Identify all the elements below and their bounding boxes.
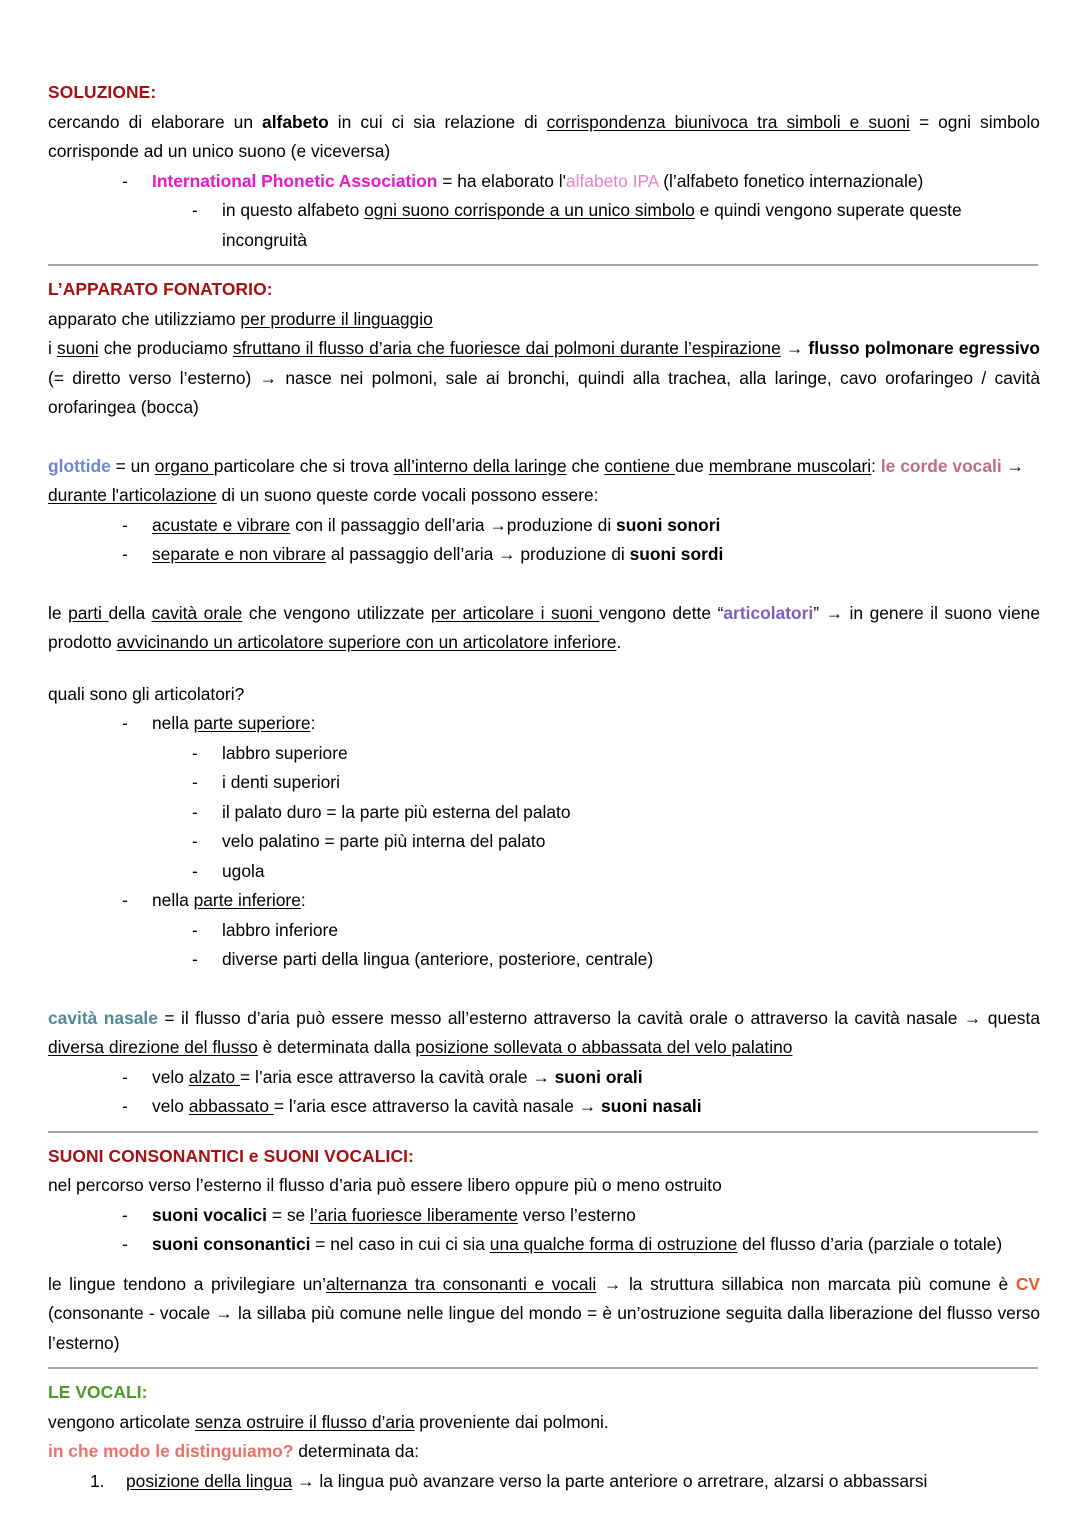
underline-abbassato: abbassato — [188, 1096, 274, 1116]
section-soluzione — [48, 78, 1040, 255]
text-run: vengono articolate — [48, 1411, 195, 1432]
vertical-gap — [48, 975, 1040, 1004]
suoni-intro: nel percorso verso l’esterno il flusso d’aria può essere libero oppure più o meno ostruito — [48, 1175, 722, 1195]
underline-suoni: suoni — [57, 338, 99, 358]
vertical-gap — [48, 658, 1040, 680]
emph-suoni-consonantici: suoni consonantici — [152, 1234, 311, 1254]
list-item — [90, 1092, 1040, 1122]
glottide-bullet-list — [48, 511, 1040, 570]
emph-flusso-polmonare: flusso polmonare egressivo — [808, 338, 1040, 358]
list-item: - velo palatino = parte più interna del palato — [160, 827, 1040, 857]
list-item — [90, 167, 1040, 197]
text-run: = nel caso in cui ci sia — [310, 1234, 490, 1254]
text-run: i — [48, 338, 57, 358]
list-item: - ugola — [160, 857, 1040, 887]
soluzione-paragraph — [48, 108, 1040, 167]
heading-soluzione — [48, 78, 1040, 108]
text-run: e quindi vengono superate queste incongruità — [222, 200, 962, 250]
section-le-vocali — [48, 1378, 1040, 1496]
list-item: - i denti superiori — [160, 768, 1040, 798]
text-run: che produciamo — [98, 338, 233, 358]
underline-parte-inferiore: parte inferiore — [193, 890, 301, 910]
heading-apparato-text: L’APPARATO FONATORIO — [48, 279, 267, 299]
vertical-gap — [48, 423, 1040, 452]
text-run: : — [871, 455, 881, 476]
text-run: = ogni simbolo corrisponde ad un unico suono (e viceversa) — [48, 111, 1040, 161]
list-item — [160, 196, 1040, 255]
text-run: : — [310, 713, 316, 733]
text-run: di un suono queste corde vocali possono essere: — [216, 485, 599, 505]
text-run: le lingue tendono a privilegiare un’ — [48, 1273, 326, 1294]
emph-suoni-orali: suoni orali — [554, 1066, 643, 1087]
soluzione-bullet-list — [48, 167, 1040, 197]
emph-suoni-vocalici: suoni vocalici — [152, 1204, 268, 1225]
section-separator — [48, 1131, 1038, 1133]
heading-le-vocali — [48, 1378, 1040, 1408]
text-run: vengono dette “ — [599, 602, 724, 623]
underline-posizione-lingua: posizione della lingua — [126, 1470, 293, 1491]
heading-le-vocali-text: LE VOCALI — [48, 1382, 142, 1402]
term-glottide: glottide — [48, 455, 111, 476]
underline-senza-ostruire: senza ostruire il flusso d’aria — [194, 1411, 415, 1432]
heading-apparato-fonatorio — [48, 275, 1040, 305]
underline-alternanza: alternanza tra consonanti e vocali — [325, 1273, 597, 1294]
section-articolatori — [48, 599, 1040, 975]
heading-le-vocali-colon: : — [141, 1382, 148, 1402]
text-run: nella — [152, 713, 194, 733]
term-ipa-association: International Phonetic Association — [152, 170, 438, 191]
text-run: con il passaggio dell’aria →produzione di — [290, 514, 617, 535]
text-run: velo — [152, 1066, 189, 1087]
suoni-cv-paragraph — [48, 1270, 1040, 1359]
text-run: apparato che utilizziamo — [48, 308, 241, 329]
text-run: cercando di elaborare un — [48, 111, 263, 132]
underline-alzato: alzato — [188, 1066, 240, 1087]
text-run: : — [300, 890, 306, 910]
term-corde-vocali: corde vocali — [900, 455, 1002, 476]
parte-superiore-items — [48, 739, 1040, 887]
list-item: - labbro inferiore — [160, 916, 1040, 946]
underline-posizione-velo: posizione sollevata o abbassata del velo palatino — [415, 1037, 793, 1057]
underline-per-articolare: per articolare i suoni — [430, 602, 600, 623]
underline-avvicinando: avvicinando un articolatore superiore con un articolatore inferiore — [116, 632, 617, 652]
term-cv: CV — [1015, 1273, 1040, 1294]
text-run: in questo alfabeto — [222, 200, 365, 220]
list-item: - il palato duro = la parte più esterna del palato — [160, 798, 1040, 828]
text-run: è determinata dalla — [257, 1037, 416, 1057]
apparato-line2 — [48, 334, 1040, 423]
underline-ogni-suono: ogni suono corrisponde a un unico simbolo — [364, 200, 695, 220]
text-run: = se — [267, 1204, 311, 1225]
underline-sfruttano: sfruttano il flusso d’aria che fuoriesce dai polmoni durante l’espirazione — [232, 338, 781, 358]
section-separator — [48, 264, 1038, 266]
term-articolatori: articolatori — [723, 602, 814, 623]
text-run: in cui ci sia relazione di — [328, 111, 547, 132]
list-item — [90, 709, 1040, 739]
vocali-question-line — [48, 1437, 1040, 1467]
text-run: = l’aria esce attraverso la cavità nasale → — [273, 1096, 602, 1116]
heading-apparato-colon: : — [266, 279, 273, 299]
text-run: → la struttura sillabica non marcata più comune è — [596, 1273, 1016, 1294]
vertical-gap — [48, 570, 1040, 599]
text-run: (= diretto verso l’esterno) → nasce nei polmoni, sale ai bronchi, quindi alla trachea, alla laringe, cavo orofaringeo / cavità orofaringea (bocca) — [48, 367, 1040, 417]
text-run: = l’aria esce attraverso la cavità orale → — [239, 1066, 555, 1087]
articolatori-paragraph — [48, 599, 1040, 658]
section-glottide — [48, 452, 1040, 570]
text-run: verso l’esterno — [517, 1204, 636, 1225]
text-run: che vengono utilizzate — [242, 602, 431, 623]
text-run: (l’alfabeto fonetico internazionale) — [658, 170, 924, 191]
text-run: due — [674, 455, 709, 476]
text-run: della — [108, 602, 152, 623]
section-separator — [48, 1367, 1038, 1369]
text-run: = un — [110, 455, 155, 476]
text-run: proveniente dai polmoni. — [414, 1411, 609, 1432]
text-run: particolare che si trova — [213, 455, 394, 476]
emph-alfabeto: alfabeto — [262, 111, 329, 132]
text-run: → — [780, 338, 809, 358]
list-item — [90, 1063, 1040, 1093]
text-run: = il flusso d’aria può essere messo all’esterno attraverso la cavità orale o attraverso la cavità nasale → questa — [157, 1007, 1040, 1028]
text-run: che — [566, 455, 605, 476]
text-run: → la lingua può avanzare verso la parte anteriore o arretrare, alzarsi o abbassarsi — [292, 1470, 928, 1491]
underline-parte-superiore: parte superiore — [193, 713, 311, 733]
underline-organo: organo — [154, 455, 214, 476]
heading-suoni-text: SUONI CONSONANTICI e SUONI VOCALICI — [48, 1145, 409, 1166]
vertical-gap — [48, 1260, 1040, 1270]
emph-suoni-nasali: suoni nasali — [601, 1096, 702, 1116]
underline-aria-fuoriesce: l’aria fuoriesce liberamente — [310, 1204, 518, 1225]
parte-inferiore-items — [48, 916, 1040, 975]
heading-soluzione-text: SOLUZIONE — [48, 82, 151, 102]
underline-separate: separate e non vibrare — [152, 544, 327, 564]
text-run: nella — [152, 890, 194, 910]
glottide-paragraph — [48, 452, 1040, 511]
text-run: le — [48, 602, 69, 623]
cavita-nasale-bullet-list — [48, 1063, 1040, 1122]
emph-suoni-sonori: suoni sonori — [616, 514, 721, 535]
suoni-bullet-list — [48, 1201, 1040, 1260]
term-cavita-nasale: cavità nasale — [48, 1007, 158, 1028]
text-run: determinata da: — [293, 1441, 420, 1461]
text-run: ” → in genere il suono viene prodotto — [48, 602, 1040, 652]
question-distinguiamo: in che modo le distinguiamo? — [48, 1441, 294, 1461]
articolatori-question: quali sono gli articolatori? — [48, 683, 245, 704]
vocali-line1 — [48, 1408, 1040, 1438]
underline-interno-laringe: all’interno della laringe — [393, 455, 567, 476]
apparato-line1 — [48, 305, 1040, 335]
text-run: → — [1001, 455, 1024, 476]
underline-membrane: membrane muscolari — [708, 455, 872, 476]
underline-diversa-direzione: diversa direzione del flusso — [48, 1037, 258, 1057]
list-item: - labbro superiore — [160, 739, 1040, 769]
underline-per-produrre: per produrre il linguaggio — [240, 308, 433, 329]
list-marker: 1. — [90, 1470, 105, 1491]
text-run: del flusso d’aria (parziale o totale) — [737, 1234, 1003, 1254]
list-item: - diverse parti della lingua (anteriore, posteriore, centrale) — [160, 945, 1040, 975]
underline-contiene: contiene — [604, 455, 675, 476]
section-suoni-consonantici-vocalici — [48, 1142, 1040, 1359]
soluzione-sub-bullet-list — [48, 196, 1040, 255]
text-run: . — [616, 632, 622, 652]
cavita-nasale-paragraph — [48, 1004, 1040, 1063]
articolatori-parte-superiore — [48, 709, 1040, 739]
underline-acustate: acustate e vibrare — [152, 514, 291, 535]
articolatori-parte-inferiore — [48, 886, 1040, 916]
section-apparato-fonatorio — [48, 275, 1040, 423]
underline-ostruzione: una qualche forma di ostruzione — [489, 1234, 738, 1254]
heading-suoni — [48, 1142, 1040, 1172]
term-le: le — [880, 455, 896, 476]
underline-parti: parti — [68, 602, 109, 623]
list-item — [90, 1230, 1040, 1260]
heading-suoni-colon: : — [408, 1145, 414, 1166]
underline-cavita-orale: cavità orale — [151, 602, 243, 623]
section-cavita-nasale — [48, 1004, 1040, 1122]
underline-durante-articolazione: durante l'articolazione — [48, 485, 217, 505]
heading-soluzione-colon: : — [150, 82, 157, 102]
text-run: = ha elaborato l' — [437, 170, 566, 191]
list-item — [90, 886, 1040, 916]
list-item — [78, 1467, 1040, 1497]
list-item — [90, 540, 1040, 570]
vocali-numbered-list — [48, 1467, 1040, 1497]
list-item — [90, 511, 1040, 541]
text-run: al passaggio dell’aria → produzione di — [326, 544, 630, 564]
text-run: (consonante - vocale → la sillaba più comune nelle lingue del mondo = è un’ostruzione seguita dalla liberazione del flusso verso l’esterno) — [48, 1303, 1040, 1353]
list-item — [90, 1201, 1040, 1231]
term-alfabeto-ipa: alfabeto IPA — [565, 170, 659, 191]
emph-suoni-sordi: suoni sordi — [629, 544, 724, 564]
underline-corrispondenza: corrispondenza biunivoca tra simboli e suoni — [546, 111, 910, 132]
text-run: velo — [152, 1096, 189, 1116]
